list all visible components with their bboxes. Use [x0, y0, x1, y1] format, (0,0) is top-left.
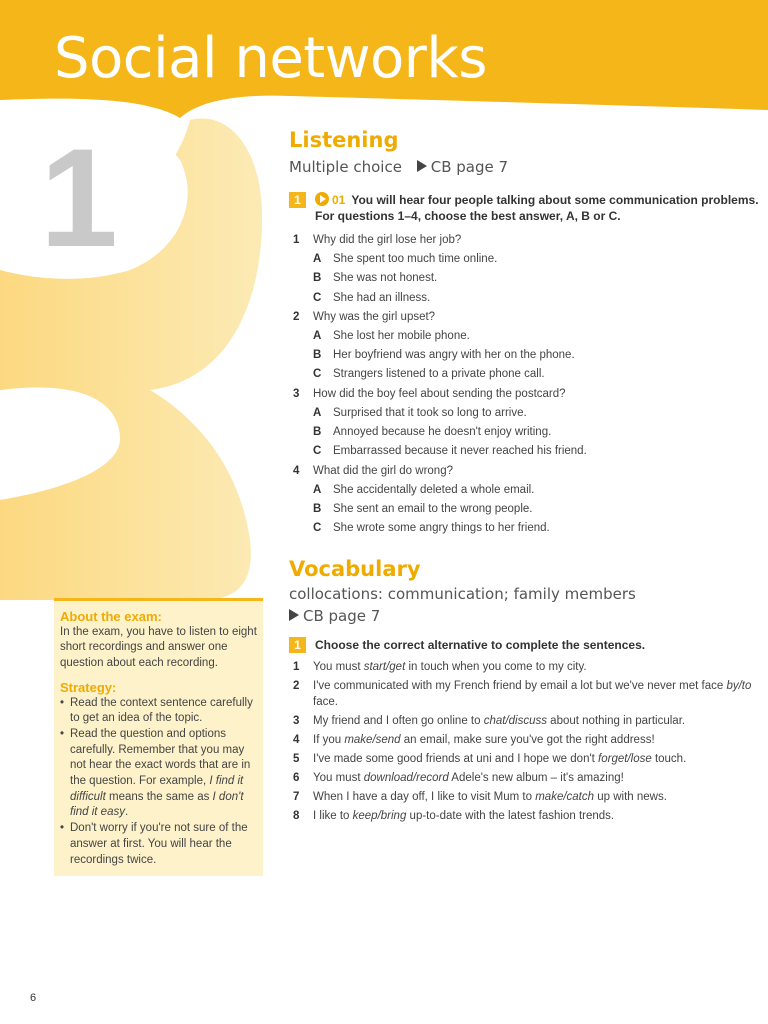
- answer-option: [289, 327, 759, 346]
- option-letter: A: [313, 483, 322, 496]
- word-choice[interactable]: download/record: [363, 772, 449, 785]
- page-number: 6: [30, 992, 37, 1004]
- answer-option: [289, 519, 759, 538]
- sentence-number: 1: [293, 660, 300, 673]
- option-letter: C: [313, 291, 322, 304]
- option-letter: A: [313, 329, 322, 342]
- answer-option: [289, 500, 759, 519]
- question-text: Why did the girl lose her job?: [313, 234, 462, 246]
- strategy-list: [60, 696, 257, 869]
- question-item: [289, 462, 759, 481]
- page-title: Social networks: [54, 26, 487, 91]
- option-text: Her boyfriend was angry with her on the phone.: [333, 349, 575, 362]
- vocabulary-subtitle: collocations: communication; family members: [289, 584, 636, 603]
- play-arrow-icon: [417, 160, 427, 172]
- question-text: How did the boy feel about sending the postcard?: [313, 387, 566, 400]
- option-text: She lost her mobile phone.: [333, 329, 470, 342]
- sentence-number: 6: [293, 772, 300, 785]
- option-letter: B: [313, 426, 322, 439]
- option-letter: A: [313, 406, 322, 419]
- answer-option: [289, 289, 759, 308]
- option-text: She had an illness.: [333, 291, 431, 304]
- answer-option: [289, 423, 759, 442]
- word-choice[interactable]: keep/bring: [352, 810, 407, 823]
- option-text: Embarrassed because it never reached his friend.: [333, 445, 587, 458]
- question-item: [289, 231, 759, 250]
- vocabulary-cb-line: [289, 607, 759, 625]
- exercise-number-badge: 1: [289, 637, 306, 653]
- sentence-item: 3 My friend and I often go online to chat/discuss about nothing in particular.: [289, 713, 759, 730]
- listening-subheading: [289, 158, 759, 176]
- answer-option: [289, 346, 759, 365]
- answer-option: [289, 250, 759, 269]
- exercise-number-badge: 1: [289, 192, 306, 208]
- word-choice[interactable]: start/get: [363, 660, 406, 673]
- option-letter: B: [313, 502, 322, 515]
- word-choice[interactable]: chat/discuss: [483, 715, 547, 728]
- option-text: She was not honest.: [333, 272, 438, 285]
- vocabulary-cb-ref: CB page 7: [303, 606, 381, 625]
- vocabulary-heading: Vocabulary: [289, 556, 421, 581]
- strategy-tip: • Don't worry if you're not sure of the answer at first. You will hear the recordings twice.: [60, 821, 257, 868]
- word-choice[interactable]: by/to: [726, 679, 752, 692]
- question-number: 4: [293, 464, 300, 477]
- sentence-item: 8 I like to keep/bring up-to-date with the latest fashion trends.: [289, 808, 759, 825]
- option-text: She accidentally deleted a whole email.: [333, 483, 535, 496]
- vocabulary-instruction: [289, 637, 759, 653]
- option-letter: A: [313, 253, 322, 265]
- option-letter: C: [313, 522, 322, 535]
- sentence-item: 1 You must start/get in touch when you come to my city.: [289, 659, 759, 676]
- vocabulary-section: [289, 557, 759, 825]
- option-letter: B: [313, 349, 322, 362]
- strategy-tip: • Read the context sentence carefully to get an idea of the topic.: [60, 696, 257, 727]
- sentence-number: 8: [293, 810, 300, 823]
- answer-option: [289, 365, 759, 384]
- word-choice[interactable]: forget/lose: [598, 753, 652, 766]
- option-text: Surprised that it took so long to arrive.: [333, 406, 527, 419]
- strategy-heading: Strategy:: [60, 679, 117, 695]
- sentence-number: 2: [293, 679, 300, 692]
- main-content: [289, 128, 759, 827]
- word-choice[interactable]: make/send: [344, 734, 401, 747]
- sentence-number: 7: [293, 791, 300, 804]
- answer-option: [289, 442, 759, 461]
- about-exam-text: In the exam, you have to listen to eight short recordings and answer one question about each recording.: [60, 625, 257, 670]
- sentence-number: 5: [293, 753, 300, 766]
- sentence-number: 3: [293, 715, 300, 728]
- sentence-item: 6 You must download/record Adele's new album – it's amazing!: [289, 770, 759, 787]
- exam-tips-box: [54, 598, 263, 876]
- question-item: [289, 308, 759, 327]
- option-letter: C: [313, 368, 322, 381]
- audio-play-icon[interactable]: [315, 192, 329, 206]
- sentence-item: 5 I've made some good friends at uni and I hope we don't forget/lose touch.: [289, 751, 759, 768]
- listening-cb-ref: CB page 7: [430, 158, 509, 176]
- option-text: Strangers listened to a private phone call.: [333, 368, 545, 381]
- sentence-number: 4: [293, 734, 300, 747]
- instruction-text: Choose the correct alternative to complete the sentences.: [315, 637, 646, 652]
- unit-number: 1: [40, 119, 118, 276]
- question-list: [289, 231, 759, 539]
- track-number: 01: [332, 193, 346, 207]
- question-text: What did the girl do wrong?: [313, 464, 453, 477]
- sentence-item: 2 I've communicated with my French friend by email a lot but we've never met face by/to face.: [293, 679, 752, 709]
- answer-option: [289, 481, 759, 500]
- question-item: [289, 385, 759, 404]
- question-number: 1: [293, 234, 300, 246]
- strategy-tip: • Read the question and options carefully. Remember that you may not hear the exact words that are in the question. For example, I find it difficult means the same as I don't find it easy.: [60, 727, 257, 821]
- option-letter: B: [313, 272, 322, 285]
- answer-option: [289, 404, 759, 423]
- option-text: Annoyed because he doesn't enjoy writing.: [333, 426, 552, 439]
- option-letter: C: [313, 445, 322, 458]
- listening-heading: Listening: [289, 128, 399, 152]
- sentence-list: [289, 659, 759, 825]
- option-text: She sent an email to the wrong people.: [333, 502, 533, 515]
- option-text: She wrote some angry things to her friend.: [333, 522, 550, 535]
- option-text: She spent too much time online.: [333, 253, 498, 265]
- question-number: 3: [293, 387, 300, 400]
- listening-instruction: [289, 192, 759, 224]
- sentence-item: 7 When I have a day off, I like to visit Mum to make/catch up with news.: [289, 789, 759, 806]
- sentence-item: 4 If you make/send an email, make sure you've got the right address!: [289, 732, 759, 749]
- question-text: Why was the girl upset?: [313, 310, 436, 323]
- word-choice[interactable]: make/catch: [535, 791, 595, 804]
- listening-subtitle: Multiple choice: [289, 158, 402, 176]
- about-exam-heading: About the exam:: [60, 609, 162, 624]
- play-arrow-icon: [289, 609, 299, 621]
- answer-option: [289, 269, 759, 288]
- question-number: 2: [293, 310, 300, 323]
- instruction-text: You will hear four people talking about some communication problems. For questions 1–4, choose the best answer, A, B or C.: [315, 193, 759, 223]
